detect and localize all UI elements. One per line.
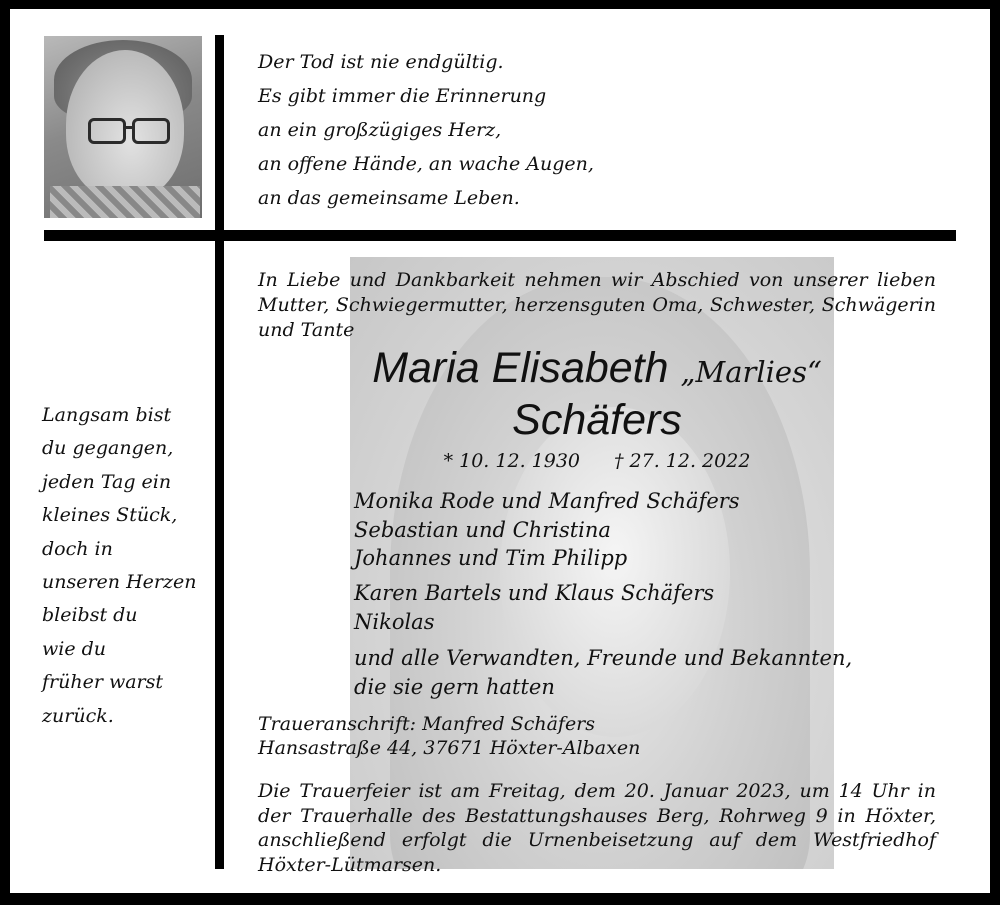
deceased-surname: Schäfers — [512, 396, 682, 444]
intro-text: In Liebe und Dankbarkeit nehmen wir Abschied von unserer lieben Mutter, Schwiegermutter, herzensguten Oma, Schwester, Schwägerin und Tante — [258, 269, 936, 341]
address-line: Hansastraße 44, 37671 Höxter-Albaxen — [258, 737, 641, 759]
mourners-group-1 — [354, 487, 914, 573]
side-poem-line: zurück. — [42, 704, 114, 727]
side-poem — [42, 399, 207, 733]
poem-line: Der Tod ist nie endgültig. — [258, 51, 504, 73]
cross-vertical-bar — [215, 35, 224, 869]
mourner-line: Nikolas — [354, 609, 435, 634]
deceased-name — [258, 343, 936, 397]
mourner-line: Johannes und Tim Philipp — [354, 546, 628, 570]
life-dates — [258, 448, 936, 474]
side-poem-line: doch in — [42, 537, 113, 560]
side-poem-line: bleibst du — [42, 604, 138, 627]
side-poem-line: unseren Herzen — [42, 571, 197, 594]
deceased-first-names: Maria Elisabeth — [372, 344, 669, 392]
deceased-nickname: „Marlies“ — [680, 355, 822, 389]
mourner-line: und alle Verwandten, Freunde und Bekannten, — [354, 646, 853, 670]
poem-line: an ein großzügiges Herz, — [258, 119, 502, 141]
side-poem-line: kleines Stück, — [42, 504, 178, 527]
poem-line: an das gemeinsame Leben. — [258, 187, 520, 209]
mourning-address — [258, 712, 936, 760]
side-poem-line: Langsam bist — [42, 404, 172, 426]
cross-horizontal-bar — [44, 230, 956, 241]
side-poem-line: früher warst — [42, 671, 164, 694]
top-poem — [258, 45, 758, 215]
poem-line: an offene Hände, an wache Augen, — [258, 153, 594, 175]
mourner-line: Monika Rode und Manfred Schäfers — [354, 489, 740, 513]
death-date: † 27. 12. 2022 — [614, 450, 751, 472]
obituary-card — [10, 9, 990, 893]
address-line: Traueranschrift: Manfred Schäfers — [258, 713, 596, 735]
mourner-line: Karen Bartels und Klaus Schäfers — [354, 581, 715, 605]
mourner-line: die sie gern hatten — [354, 674, 555, 699]
mourners-group-3 — [354, 644, 914, 701]
mourner-line: Sebastian und Christina — [354, 517, 611, 542]
ceremony-notice: Die Trauerfeier ist am Freitag, dem 20. Januar 2023, um 14 Uhr in der Trauerhalle des Bestattungshauses Berg, Rohrweg 9 in Höxter, anschließend erfolgt die Urnenbeisetzung auf dem Westfriedhof Höxter-Lütmarsen. — [258, 780, 936, 876]
side-poem-line: wie du — [42, 637, 107, 660]
birth-date: * 10. 12. 1930 — [443, 450, 580, 472]
portrait-photo — [44, 36, 202, 218]
poem-line: Es gibt immer die Erinnerung — [258, 85, 547, 107]
mourners-group-2 — [354, 579, 914, 636]
side-poem-line: jeden Tag ein — [42, 470, 172, 493]
side-poem-line: du gegangen, — [42, 437, 174, 460]
